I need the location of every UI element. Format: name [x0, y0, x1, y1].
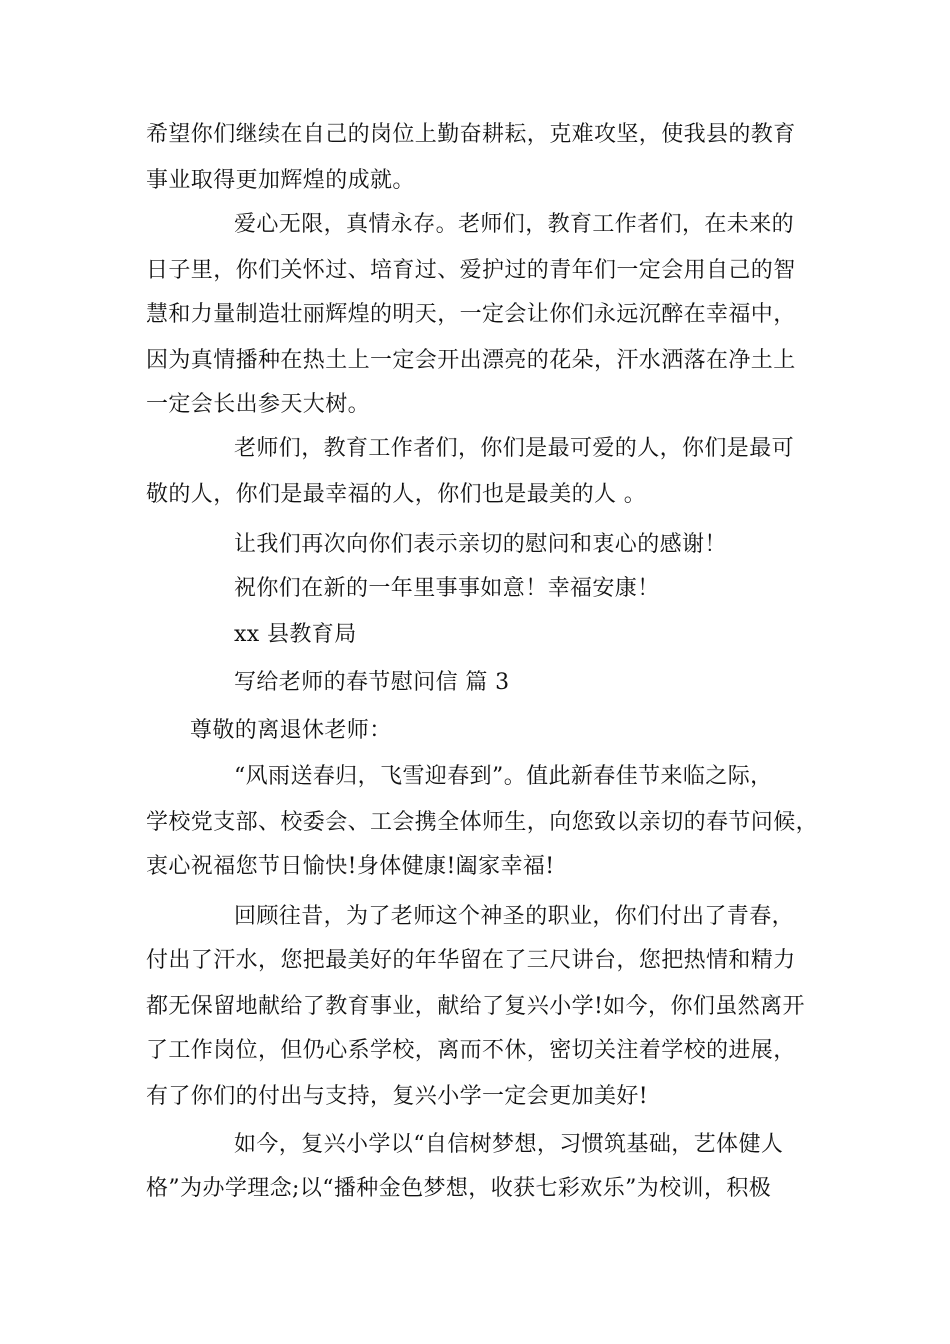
section-title: 写给老师的春节慰问信 篇 3: [234, 670, 510, 695]
closing-line: 祝你们在新的一年里事事如意！幸福安康！: [234, 576, 660, 601]
paragraph-line: 如今，复兴小学以“自信树梦想，习惯筑基础，艺体健人: [234, 1132, 784, 1157]
paragraph-line: 老师们，教育工作者们，你们是最可爱的人，你们是最可: [234, 436, 795, 461]
paragraph-line: 衷心祝福您节日愉快!身体健康!阖家幸福!: [146, 854, 555, 879]
paragraph-line: 回顾往昔，为了老师这个神圣的职业，你们付出了青春，: [234, 904, 795, 929]
paragraph-line: 一定会长出参天大树。: [146, 392, 371, 417]
paragraph-line: 了工作岗位，但仍心系学校，离而不休，密切关注着学校的进展，: [146, 1038, 796, 1063]
signature-line: xx 县教育局: [234, 622, 357, 647]
paragraph-line: 日子里，你们关怀过、培育过、爱护过的青年们一定会用自己的智: [146, 258, 796, 283]
paragraph-line: 有了你们的付出与支持，复兴小学一定会更加美好!: [146, 1084, 649, 1109]
paragraph-line: 付出了汗水，您把最美好的年华留在了三尺讲台，您把热情和精力: [146, 948, 796, 973]
paragraph-line: 希望你们继续在自己的岗位上勤奋耕耘，克难攻坚，使我县的教育: [146, 122, 796, 147]
paragraph-line: 敬的人，你们是最幸福的人，你们也是最美的人 。: [146, 482, 647, 507]
paragraph-line: 爱心无限，真情永存。老师们，教育工作者们，在未来的: [234, 212, 795, 237]
paragraph-line: 因为真情播种在热土上一定会开出漂亮的花朵，汗水洒落在净土上: [146, 348, 796, 373]
paragraph-line: 慧和力量制造壮丽辉煌的明天，一定会让你们永远沉醉在幸福中，: [146, 302, 796, 327]
paragraph-line: 事业取得更加辉煌的成就。: [146, 168, 415, 193]
closing-line: 让我们再次向你们表示亲切的慰问和衷心的感谢！: [234, 532, 727, 557]
paragraph-line: 学校党支部、校委会、工会携全体师生，向您致以亲切的春节问候，: [146, 810, 819, 835]
paragraph-line: “风雨送春归，飞雪迎春到”。值此新春佳节来临之际，: [234, 764, 773, 789]
salutation: 尊敬的离退休老师：: [190, 718, 392, 743]
paragraph-line: 都无保留地献给了教育事业，献给了复兴小学!如今，你们虽然离开: [146, 994, 805, 1019]
paragraph-line: 格”为办学理念;以“播种金色梦想，收获七彩欢乐”为校训，积极: [146, 1176, 772, 1201]
